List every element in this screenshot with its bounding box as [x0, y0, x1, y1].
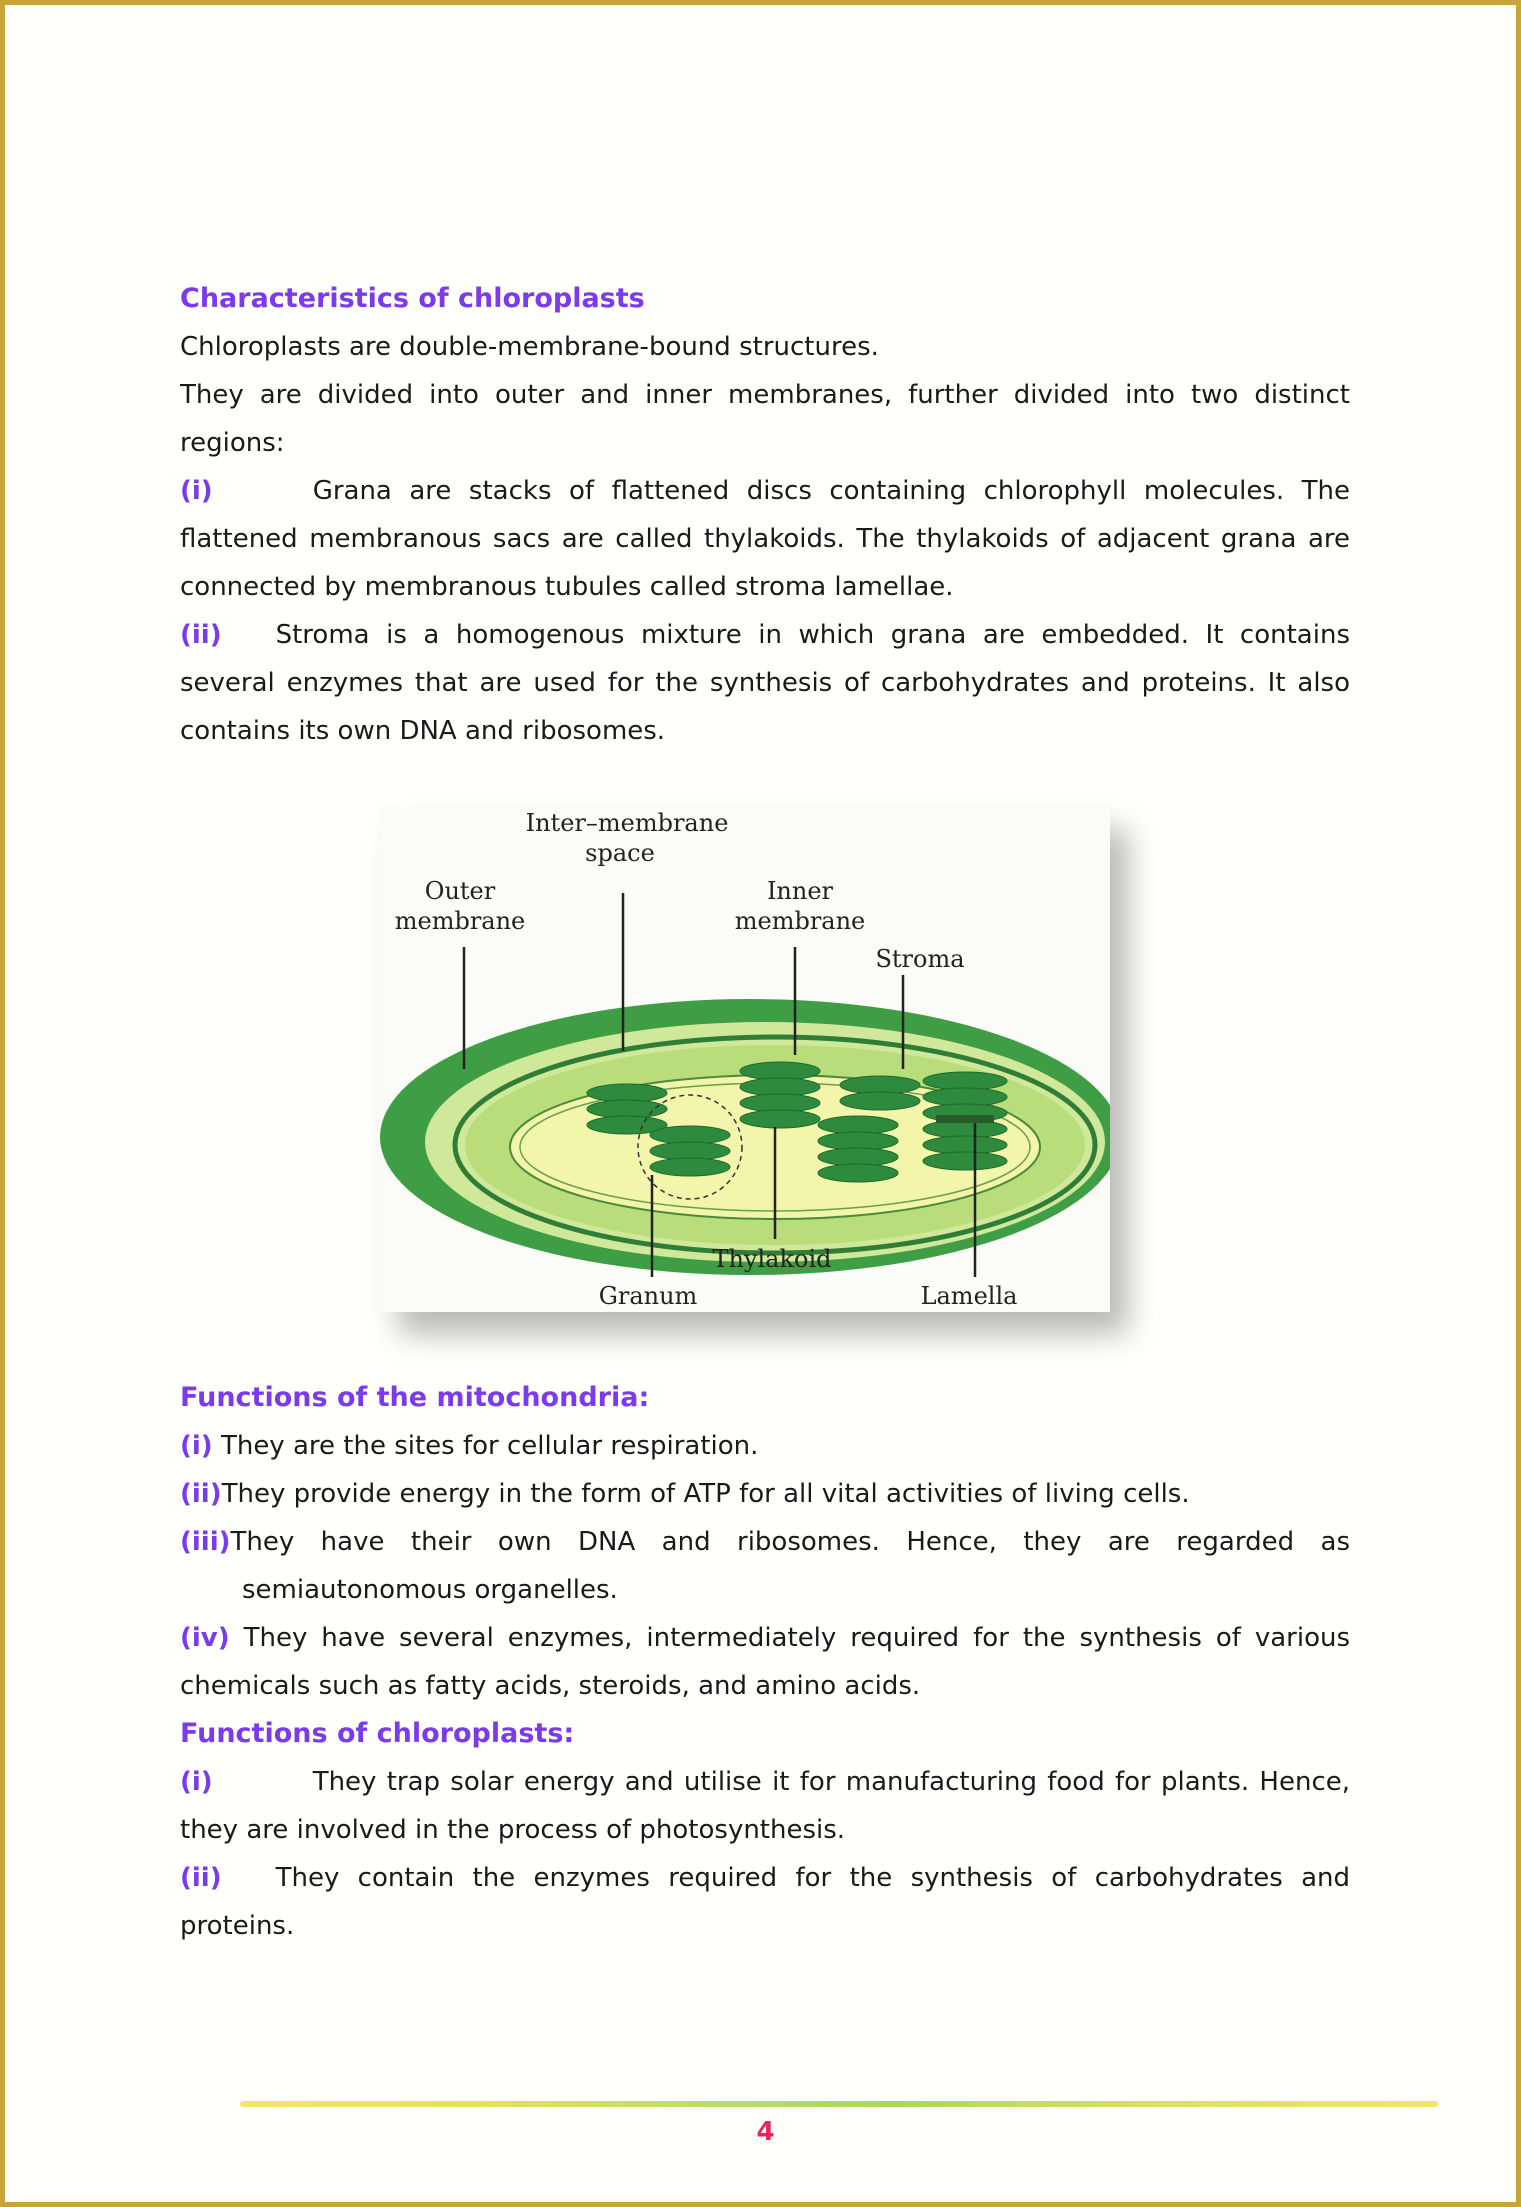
label-inner-1: Inner [766, 877, 834, 905]
footer-divider [240, 2101, 1438, 2107]
label-outer-1: Outer [424, 877, 496, 905]
label-lamella: Lamella [920, 1282, 1018, 1310]
item-number: (i) [180, 1767, 213, 1797]
granum-stack-1 [587, 1084, 667, 1134]
label-outer-2: membrane [394, 907, 526, 935]
item-number: (i) [180, 476, 213, 506]
chloroplast-svg [380, 807, 1110, 1312]
para-divided: They are divided into outer and inner membranes, further divided into two distinct regions: [180, 380, 1350, 458]
page-number: 4 [756, 2117, 775, 2147]
lamella-shape [936, 1115, 994, 1123]
item-text: They are the sites for cellular respiration. [220, 1431, 759, 1461]
item-number: (ii) [180, 1863, 222, 1893]
para-double-membrane: Chloroplasts are double-membrane-bound structures. [180, 332, 879, 362]
item-number: (iii) [180, 1527, 231, 1557]
item-text: They have several enzymes, intermediately required for the synthesis of various chemicals such as fatty acids, steroids, and amino acids. [180, 1623, 1351, 1701]
heading-mitochondria-functions: Functions of the mitochondria: [180, 1382, 650, 1413]
item-text: They trap solar energy and utilise it for manufacturing food for plants. Hence, they are involved in the process of photosynthesis. [180, 1767, 1350, 1845]
mito-item-1 [180, 1422, 1350, 1470]
item-number: (i) [180, 1431, 213, 1461]
item-text: Grana are stacks of flattened discs containing chlorophyll molecules. The flattened membranous sacs are called thylakoids. The thylakoids of adjacent grana are connected by membranous tubules called stroma lamellae. [180, 476, 1350, 602]
item-number: (ii) [180, 1479, 222, 1509]
item-number: (iv) [180, 1623, 230, 1653]
label-thylakoid: Thylakoid [712, 1245, 832, 1273]
item-text: Stroma is a homogenous mixture in which grana are embedded. It contains several enzymes that are used for the synthesis of carbohydrates and proteins. It also contains its own DNA and ribosomes. [180, 620, 1350, 746]
label-intermembrane-2: space [585, 839, 655, 867]
label-inner-2: membrane [734, 907, 866, 935]
item-grana [180, 467, 1350, 611]
chloro-item-1 [180, 1758, 1350, 1854]
mito-item-4 [180, 1614, 1350, 1710]
item-number: (ii) [180, 620, 222, 650]
chloroplast-diagram [380, 807, 1110, 1312]
mito-item-3 [180, 1518, 1350, 1614]
item-text: They have their own DNA and ribosomes. Hence, they are regarded as semiautonomous organelles. [230, 1527, 1350, 1605]
heading-chloroplast-functions: Functions of chloroplasts: [180, 1718, 575, 1749]
granum-stack-2 [650, 1126, 730, 1176]
content [180, 275, 1350, 1950]
label-intermembrane-1: Inter–membrane [525, 809, 729, 837]
label-stroma: Stroma [875, 945, 965, 973]
mito-item-2 [180, 1470, 1350, 1518]
chloro-item-2 [180, 1854, 1350, 1950]
label-granum: Granum [598, 1282, 698, 1310]
item-text: They provide energy in the form of ATP for all vital activities of living cells. [221, 1479, 1190, 1509]
item-text: They contain the enzymes required for the synthesis of carbohydrates and proteins. [180, 1863, 1350, 1941]
heading-characteristics: Characteristics of chloroplasts [180, 283, 645, 314]
item-stroma [180, 611, 1350, 755]
